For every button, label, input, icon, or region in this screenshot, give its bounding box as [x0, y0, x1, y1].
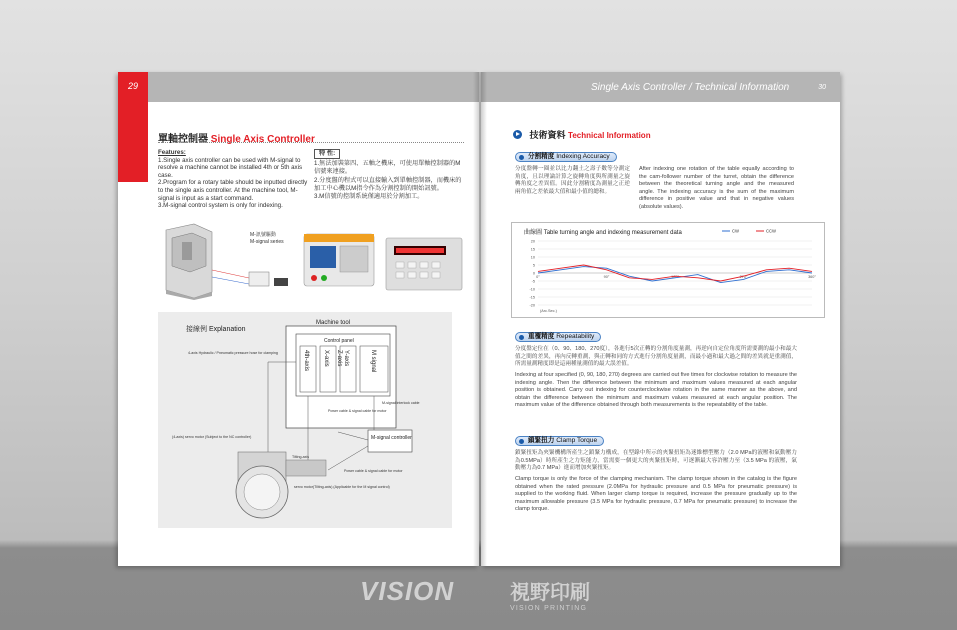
m-signal-label: M signal	[370, 350, 376, 373]
y-tick-label: 15	[530, 247, 535, 252]
diagram-note: Tilting-axis	[292, 455, 310, 459]
feature-item: 2.Program for a rotary table should be inputted directly to the single axis controller. At the machine tool, M-signal is input as a start command.	[158, 179, 308, 202]
pill-en: Clamp Torque	[556, 437, 598, 444]
chart-caption-zh: 曲線圖	[524, 230, 543, 236]
feature-zh-item: 1.無法加裝第四、五軸之機床，可使用單軸控制器的M信號來連接。	[314, 160, 461, 176]
catalog-spread	[118, 72, 840, 566]
product-images	[154, 222, 466, 300]
x-tick-label: 270°	[739, 275, 748, 279]
diagram-note: 4-axis Hydraulic / Pneumatic pressure hose for clamping	[188, 351, 278, 355]
legend-label: CCW	[766, 228, 777, 234]
clamp-text-en: Clamp torque is only the force of the clamping mechanism. The clamp torque shown in the catalog is the figure obtained when the rated pressure (2.0MPa for hydraulic pressure and 0.5 MPa for pneumatic pressure) is supplied to the working fluid. When larger clamp torque is required, increase the pressure gradually up to the maximum allowable pressure (3.5 MPa for hydraulic pressure, 0.7 MPa for pneumatic pressure) to increase the clamp torque.	[515, 476, 797, 513]
feature-item: 3.M-signal control system is only for indexing.	[158, 202, 283, 210]
clamp-torque-pill	[515, 436, 604, 446]
section-title-en: Technical Information	[568, 131, 651, 140]
left-page-number: 29	[128, 81, 139, 91]
product-label-zh: M-訊號驅動	[250, 232, 276, 238]
control-panel-label: Control panel	[324, 338, 354, 344]
product-label-en: M-signal series	[250, 239, 284, 245]
pill-zh: 分割精度	[528, 153, 555, 160]
diagram-note: M-signal interlock cable	[382, 401, 420, 405]
diagram-note: Power cable & signal cable for motor	[328, 409, 387, 413]
repeatability-text-en: Indexing at four specified (0, 90, 180, 270) degrees are carried out five times for clockwise rotation to measure the indexing angle. Then the difference between the minimum and maximum values measured at each angular position is obtained. Carry out indexing for counterclockwise rotation in the same manner as the above, and obtain the difference between the minimum and maximum values measured at each angular position. The maximum value of the difference obtained through both measurements is the repeatability of the table.	[515, 372, 798, 409]
y-tick-label: -10	[529, 287, 535, 292]
features-heading: Features:	[158, 149, 186, 156]
right-page	[481, 72, 840, 566]
left-header-bar	[148, 72, 479, 102]
axis-z-label: Z-axis	[336, 350, 342, 367]
title-divider	[158, 142, 464, 143]
section-title	[513, 128, 651, 141]
features-block	[158, 149, 308, 210]
vision-printing-logo	[360, 574, 640, 614]
indexing-line-chart	[512, 223, 824, 317]
y-tick-label: -5	[531, 279, 535, 284]
repeatability-text-zh: 分度盤定位在（0、90、180、270度），各進行5次正轉的分割角度量測，再逆向自定位角度所需要測的最小和最大值之間的差異，再內反轉重測，與正轉和同的方式進行分割角度量測，而最小過和最大過之間的差異就是重測值，所需量測精度即是這兩種量測值的最大誤差值。	[515, 346, 797, 368]
chart-caption-en: Table turning angle and indexing measurement data	[543, 230, 682, 236]
pill-zh: 重覆精度	[528, 333, 555, 340]
explanation-heading: 接線例 Explanation	[186, 326, 246, 333]
pill-zh: 鎖緊扭力	[528, 437, 555, 444]
logo-wordmark-zh: 視野印刷	[510, 582, 590, 604]
diagram-note: (4-axis) servo motor (Subject to the NC controller)	[172, 435, 252, 439]
wiring-diagram	[158, 312, 452, 528]
logo-subtitle: VISION PRINTING	[510, 605, 588, 612]
right-header-title: Single Axis Controller / Technical Information	[591, 82, 790, 93]
y-tick-label: 10	[530, 255, 535, 260]
x-axis-label: (Arc.Sec.)	[540, 309, 557, 313]
y-tick-label: -15	[529, 295, 535, 300]
title-zh: 單軸控制器	[158, 134, 208, 145]
x-tick-label: 0°	[536, 275, 540, 279]
feature-zh-item: 2.分度盤的程式可以直接輸入到單軸控制器，而機床的加工中心機以M指令作為分割控制的開始訊號。	[314, 176, 462, 192]
controller-unit-a	[304, 234, 374, 286]
indexing-chart-box	[511, 222, 825, 318]
axis-x-label: X-axis	[323, 350, 329, 367]
explanation-panel	[158, 312, 452, 528]
features-zh-block	[314, 149, 464, 201]
y-tick-label: 0	[532, 271, 535, 276]
play-arrow-icon	[513, 130, 522, 139]
m-signal-controller-label: M-signal controller	[371, 435, 412, 441]
y-tick-label: 20	[530, 239, 535, 244]
y-tick-label: 5	[532, 263, 535, 268]
legend-label: CW	[732, 228, 739, 234]
machine-tool-label: Machine tool	[316, 320, 351, 326]
x-tick-label: 90°	[603, 275, 610, 279]
axis-y-label: Y-axis	[343, 350, 349, 367]
title-en: Single Axis Controller	[210, 134, 315, 145]
section-title-zh: 技術資料	[529, 130, 566, 140]
logo-wordmark: VISION	[360, 576, 455, 606]
features-zh-heading: 特 性:	[314, 149, 340, 159]
repeatability-pill	[515, 332, 601, 342]
clamp-text-zh: 鎖緊扭矩為夾緊機構所產生之鎖緊力構成，在型錄中所示的夾緊扭矩為迷維標型壓力（2.0 MPa的液壓和氣動壓力為0.5MPa）時所產生之力矩能力，當需要一個更大的夾緊扭矩時，可逐漸最大容許壓力至（3.5 MPa 的液壓，氣動壓力為0.7 MPa）進而增加夾緊扭矩。	[515, 450, 797, 472]
indexing-text-en: After indexing one rotation of the table equally according to the cam-follower number of the turret, obtain the difference between the theoretical turning angle and the measured angle. The indexing accuracy is the sum of the maximum difference in positive value and that in negative values (absolute values).	[639, 166, 794, 210]
left-page	[118, 72, 479, 566]
x-tick-label: 180°	[671, 275, 679, 279]
pill-en: Indexing Accuracy	[556, 153, 610, 160]
right-page-number: 30	[818, 84, 826, 91]
indexing-text-zh: 分度盤轉一圈並以比力翻土之壽子數等分測定角度，且以理論計算之旋轉角度與所測量之旋轉角度之差異值。因此分割精度為測量之正逆兩角值之差依最大值和最小值的總和。	[515, 166, 630, 195]
diagram-note: servo motor(Tilting-axis) (Applicable for the M signal control)	[294, 485, 390, 489]
x-tick-label: 360°	[808, 275, 816, 279]
pill-en: Repeatability	[556, 333, 595, 340]
diagram-note: Power cable & signal cable for motor	[344, 469, 403, 473]
indexing-accuracy-pill	[515, 152, 617, 162]
axis-4th-label: 4th-axis	[303, 350, 309, 372]
feature-zh-item: 3.M信號的控制系統僅適用於分割加工。	[314, 193, 424, 201]
y-tick-label: -20	[529, 303, 535, 308]
controller-unit-b	[386, 238, 462, 290]
feature-item: 1.Single axis controller can be used with M-signal to resolve a machine cannot be installed 4th or 5th axis case.	[158, 156, 303, 179]
